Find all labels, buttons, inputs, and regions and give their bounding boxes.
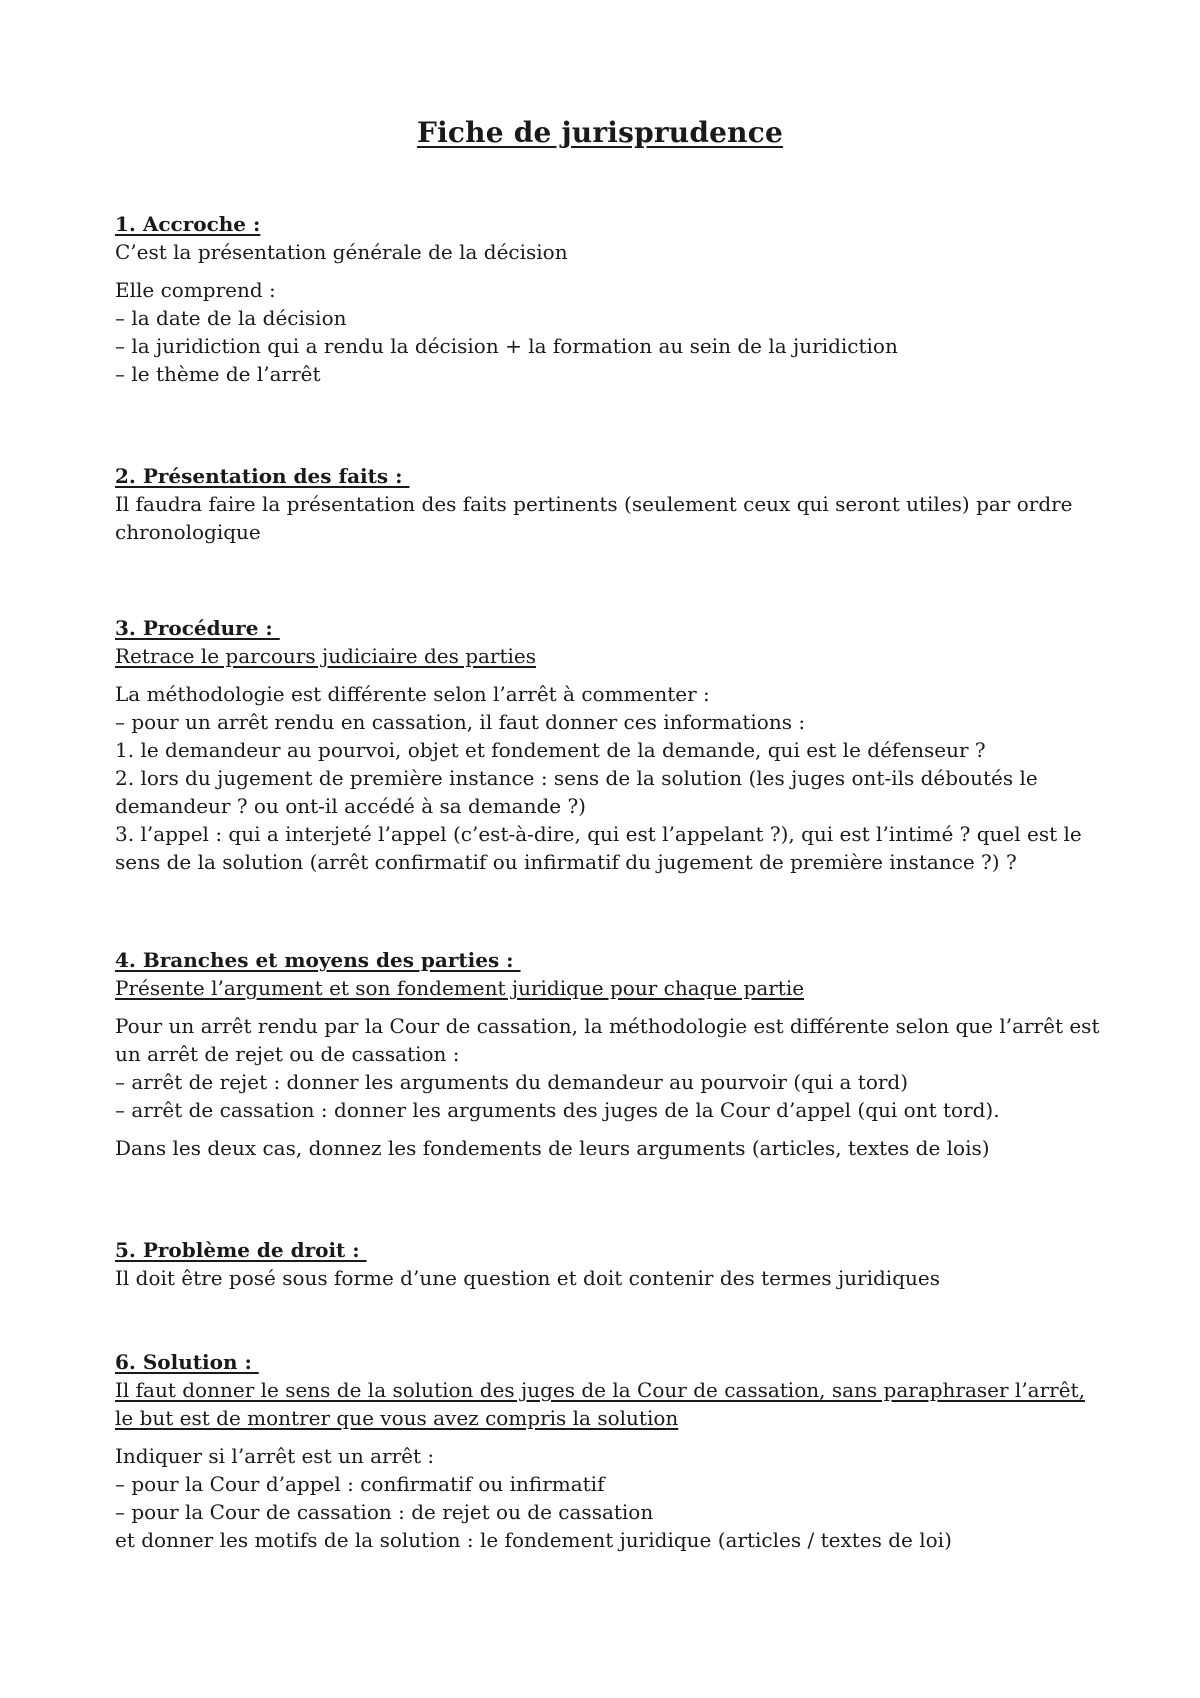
section-heading: 3. Procédure : [115, 616, 280, 640]
list-item: – pour la Cour de cassation : de rejet ou de cassation [115, 1500, 654, 1524]
section-intro: Pour un arrêt rendu par la Cour de cassation, la méthodologie est différente selon que l’arrêt est un arrêt de rejet ou de cassation : [115, 1014, 1100, 1066]
list-item: 1. le demandeur au pourvoi, objet et fondement de la demande, qui est le défenseur ? [115, 738, 986, 762]
section-procedure [115, 614, 1100, 876]
section-closing: Dans les deux cas, donnez les fondements de leurs arguments (articles, textes de lois) [115, 1136, 990, 1160]
section-probleme-droit [115, 1236, 1100, 1292]
document-title: Fiche de jurisprudence [417, 116, 783, 149]
section-heading: 4. Branches et moyens des parties : [115, 948, 521, 972]
section-heading: 5. Problème de droit : [115, 1238, 367, 1262]
list-item: – arrêt de cassation : donner les arguments des juges de la Cour d’appel (qui ont tord). [115, 1098, 1000, 1122]
list-item: – la date de la décision [115, 306, 347, 330]
section-intro: La méthodologie est différente selon l’arrêt à commenter : [115, 682, 710, 706]
list-item: – arrêt de rejet : donner les arguments du demandeur au pourvoir (qui a tord) [115, 1070, 909, 1094]
list-item: 3. l’appel : qui a interjeté l’appel (c’est-à-dire, qui est l’appelant ?), qui est l’intimé ? quel est le sens de la solution (arrêt confirmatif ou infirmatif du jugement de première instance ?) ? [115, 822, 1082, 874]
section-heading: 2. Présentation des faits : [115, 464, 410, 488]
section-subheading: Il faut donner le sens de la solution des juges de la Cour de cassation, sans paraphraser l’arrêt, le but est de montrer que vous avez compris la solution [115, 1378, 1085, 1430]
section-intro: Indiquer si l’arrêt est un arrêt : [115, 1444, 435, 1468]
list-item: 2. lors du jugement de première instance : sens de la solution (les juges ont-ils déboutés le demandeur ? ou ont-il accédé à sa demande ?) [115, 766, 1038, 818]
list-item: – la juridiction qui a rendu la décision + la formation au sein de la juridiction [115, 334, 898, 358]
list-item: – pour la Cour d’appel : confirmatif ou infirmatif [115, 1472, 605, 1496]
list-item: – le thème de l’arrêt [115, 362, 321, 386]
section-text: Il doit être posé sous forme d’une question et doit contenir des termes juridiques [115, 1266, 940, 1290]
list-item: – pour un arrêt rendu en cassation, il faut donner ces informations : [115, 710, 806, 734]
list-item: et donner les motifs de la solution : le fondement juridique (articles / textes de loi) [115, 1528, 952, 1552]
section-heading: 1. Accroche : [115, 212, 261, 236]
section-subheading: Présente l’argument et son fondement juridique pour chaque partie [115, 976, 805, 1000]
section-intro: Elle comprend : [115, 278, 276, 302]
section-branches-moyens [115, 946, 1100, 1162]
section-heading: 6. Solution : [115, 1350, 259, 1374]
section-accroche [115, 210, 1100, 388]
section-solution [115, 1348, 1100, 1554]
section-subheading: Retrace le parcours judiciaire des parties [115, 644, 537, 668]
section-faits [115, 462, 1100, 546]
section-text: Il faudra faire la présentation des faits pertinents (seulement ceux qui seront utiles) par ordre chronologique [115, 492, 1073, 544]
section-text: C’est la présentation générale de la décision [115, 240, 568, 264]
